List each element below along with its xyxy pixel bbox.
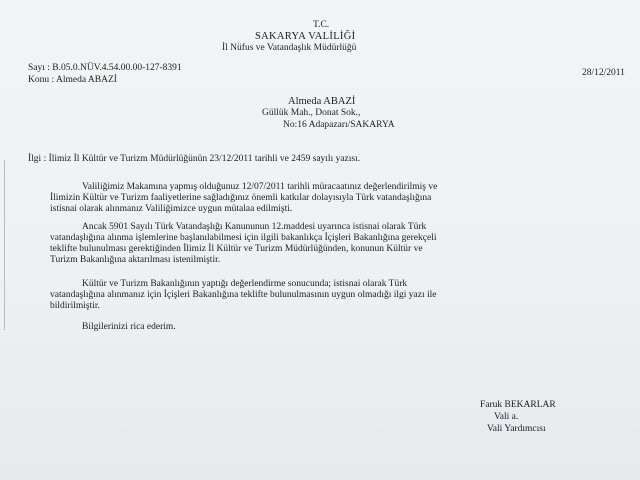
recipient-name: Almeda ABAZİ <box>288 96 356 107</box>
paragraph2-line1: Ancak 5901 Sayılı Türk Vatandaşlığı Kanununun 12.maddesi uyarınca istisnai olarak Türk <box>82 222 427 232</box>
reference-ilgi: İlgi : İlimiz İl Kültür ve Turizm Müdürlüğünün 23/12/2011 tarihli ve 2459 sayılı yazısı. <box>28 154 361 164</box>
header-directorate: İl Nüfus ve Vatandaşlık Müdürlüğü <box>222 43 357 53</box>
paragraph3-line1: Kültür ve Turizm Bakanlığının yaptığı değerlendirme sonucunda; istisnai olarak Türk <box>82 279 408 289</box>
recipient-address-line1: Güllük Mah., Donat Sok., <box>262 108 361 118</box>
page-edge-shadow <box>4 160 5 330</box>
paragraph1-line1: Valiliğimiz Makamına yapmış olduğunuz 12/07/2011 tarihli müracaatınız değerlendirilmiş ve <box>82 182 438 192</box>
paragraph1-line3: istisnai olarak alınmanız Valiliğimizce uygun mütalaa edilmişti. <box>50 204 293 214</box>
header-governorship: SAKARYA VALİLİĞİ <box>255 31 356 42</box>
paragraph3-line3: bildirilmiştir. <box>50 301 100 311</box>
letter-date: 28/12/2011 <box>582 68 625 78</box>
paragraph1-line2: İlimizin Kültür ve Turizm faaliyetlerine sağladığınız önemli katkılar dolayısıyla Türk vatandaşlığına <box>50 193 432 203</box>
paragraph3-line2: vatandaşlığına alınmanız için İçişleri Bakanlığına teklifte bulunulmasının uygun olmadığı ilgi yazı ile <box>50 290 437 300</box>
reference-number: Sayı : B.05.0.NÜV.4.54.00.00-127-8391 <box>28 63 182 73</box>
paragraph2-line4: Turizm Bakanlığına aktarılması istenilmiştir. <box>50 255 221 265</box>
closing-line: Bilgilerinizi rica ederim. <box>82 322 176 332</box>
signatory-name: Faruk BEKARLAR <box>480 400 556 410</box>
recipient-address-line2: No:16 Adapazarı/SAKARYA <box>283 120 395 130</box>
paragraph2-line3: teklifte bulunulması gerektiğinden İlimiz İl Kültür ve Turizm Müdürlüğünden, konunun Kültür ve <box>50 244 423 254</box>
signatory-title2: Vali Yardımcısı <box>487 424 546 434</box>
signatory-title1: Vali a. <box>494 412 519 422</box>
paragraph2-line2: vatandaşlığına alınma işlemlerine başlanılabilmesi için ilgili bakanlıkça İçişleri Bakanlığına gerekçeli <box>50 233 437 243</box>
subject-line: Konu : Almeda ABAZİ <box>28 75 117 85</box>
header-tc: T.C. <box>313 20 330 30</box>
